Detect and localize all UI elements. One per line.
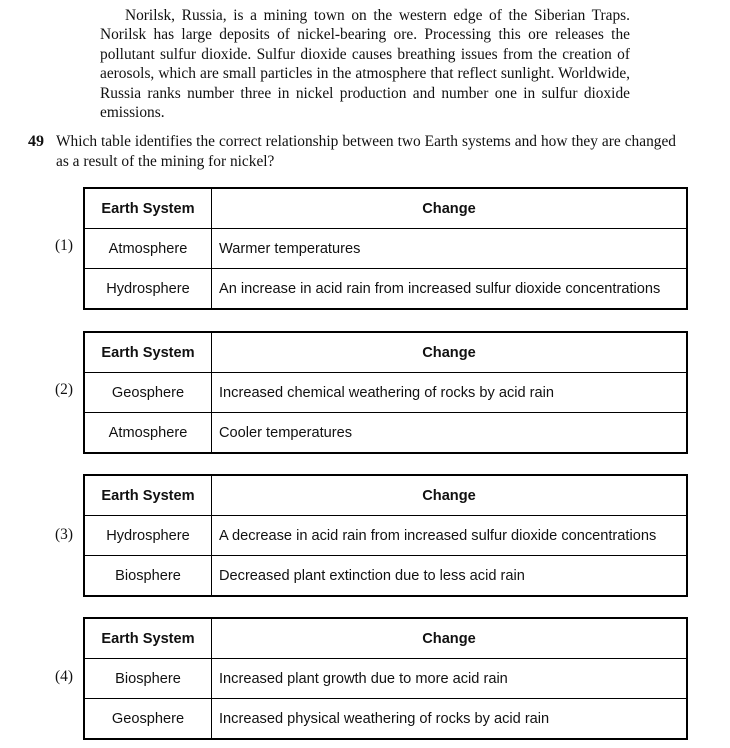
table-row	[85, 413, 687, 453]
earth-system-cell: Atmosphere	[85, 413, 212, 453]
header-change: Change	[212, 333, 687, 373]
choice-label-4[interactable]: (4)	[55, 668, 73, 685]
change-cell: Cooler temperatures	[212, 413, 687, 453]
table-header-row	[85, 189, 687, 229]
table-row	[85, 659, 687, 699]
question-number: 49	[28, 133, 44, 150]
earth-system-cell: Biosphere	[85, 556, 212, 596]
table-header-row	[85, 476, 687, 516]
table-row	[85, 699, 687, 739]
table-row	[85, 373, 687, 413]
change-cell: An increase in acid rain from increased sulfur dioxide concentrations	[212, 269, 687, 309]
table-header-row	[85, 619, 687, 659]
earth-system-cell: Hydrosphere	[85, 269, 212, 309]
passage-text: Norilsk, Russia, is a mining town on the western edge of the Siberian Traps. Norilsk has large deposits of nickel-bearing ore. Processing this ore releases the pollutant sulfur dioxide. Sulfur dioxide causes breathing issues from the creation of aerosols, which are small particles in the atmosphere that reflect sunlight. Worldwide, Russia ranks number three in nickel production and number one in sulfur dioxide emissions.	[100, 7, 630, 122]
header-earth-system: Earth System	[85, 476, 212, 516]
choice-label-1[interactable]: (1)	[55, 237, 73, 254]
table-row	[85, 229, 687, 269]
table-header-row	[85, 333, 687, 373]
earth-system-cell: Geosphere	[85, 699, 212, 739]
question-text: Which table identifies the correct relationship between two Earth systems and how they are changed as a result of the mining for nickel?	[56, 133, 676, 170]
change-cell: Increased chemical weathering of rocks by acid rain	[212, 373, 687, 413]
earth-system-cell: Hydrosphere	[85, 516, 212, 556]
change-cell: Increased plant growth due to more acid rain	[212, 659, 687, 699]
change-cell: A decrease in acid rain from increased sulfur dioxide concentrations	[212, 516, 687, 556]
header-change: Change	[212, 476, 687, 516]
option-table-2[interactable]	[84, 332, 687, 453]
header-change: Change	[212, 619, 687, 659]
earth-system-cell: Atmosphere	[85, 229, 212, 269]
header-earth-system: Earth System	[85, 619, 212, 659]
header-earth-system: Earth System	[85, 189, 212, 229]
option-table-4[interactable]	[84, 618, 687, 739]
choice-label-3[interactable]: (3)	[55, 526, 73, 543]
earth-system-cell: Biosphere	[85, 659, 212, 699]
change-cell: Decreased plant extinction due to less acid rain	[212, 556, 687, 596]
change-cell: Warmer temperatures	[212, 229, 687, 269]
table-row	[85, 556, 687, 596]
change-cell: Increased physical weathering of rocks by acid rain	[212, 699, 687, 739]
option-table-3[interactable]	[84, 475, 687, 596]
reading-passage	[100, 6, 630, 122]
earth-system-cell: Geosphere	[85, 373, 212, 413]
table-row	[85, 269, 687, 309]
choice-label-2[interactable]: (2)	[55, 381, 73, 398]
option-table-1[interactable]	[84, 188, 687, 309]
header-earth-system: Earth System	[85, 333, 212, 373]
table-row	[85, 516, 687, 556]
header-change: Change	[212, 189, 687, 229]
